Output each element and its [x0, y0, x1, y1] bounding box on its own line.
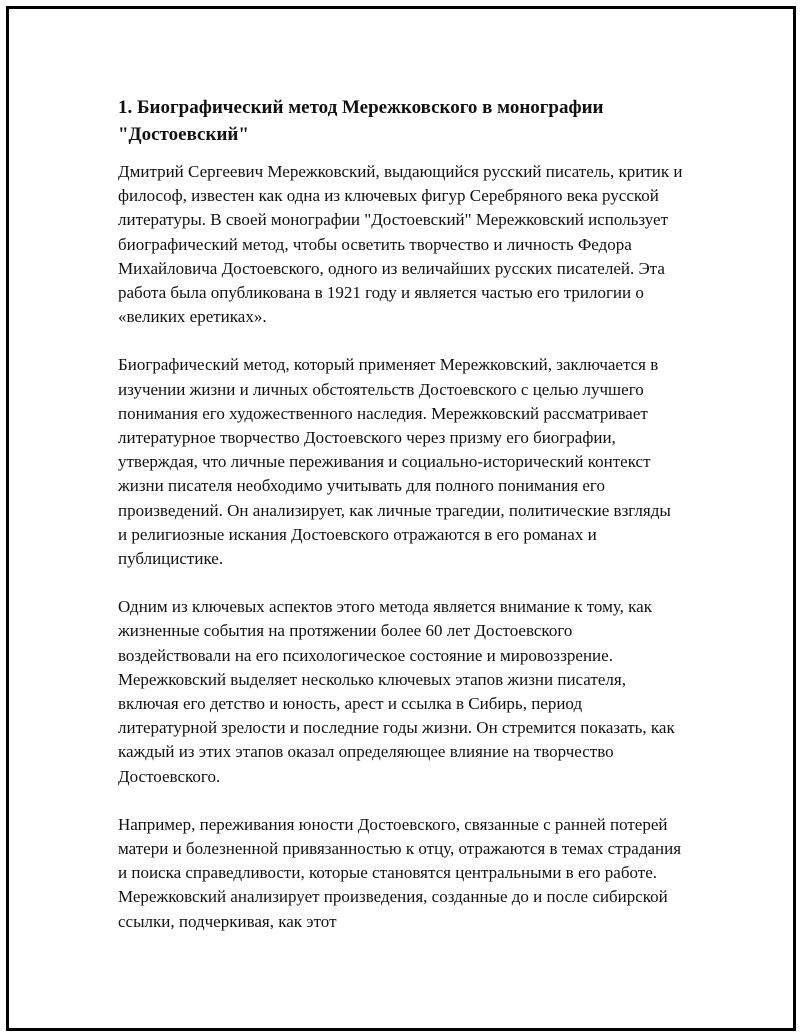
paragraph-4: Например, переживания юности Достоевского, связанные с ранней потерей матери и болезненной привязанностью к отцу, отражаются в темах страдания и поиска справедливости, которые становятся центральными в его работе. Мережковский анализирует произведения, созданные до и после сибирской ссылки, подчеркивая, как этот — [118, 814, 682, 931]
section-heading: 1. Биографический метод Мережковского в монографии "Достоевский" — [118, 97, 604, 145]
paragraph-2: Биографический метод, который применяет Мережковский, заключается в изучении жизни и личных обстоятельств Достоевского с целью лучшего понимания его художественного наследия. Мережковский рассматривает литературное творчество Достоевского через призму его биографии, утверждая, что личные переживания и социально-исторический контекст жизни писателя необходимо учитывать для полного понимания его произведений. Он анализирует, как личные трагедии, политические взгляды и религиозные искания Достоевского отражаются в его романах и публицистике. — [118, 355, 671, 569]
paragraph-3: Одним из ключевых аспектов этого метода является внимание к тому, как жизненные события на протяжении более 60 лет Достоевского воздействовали на его психологическое состояние и мировоззрение. Мережковский выделяет несколько ключевых этапов жизни писателя, включая его детство и юность, арест и ссылка в Сибирь, период литературной зрелости и последние годы жизни. Он стремится показать, как каждый из этих этапов оказал определяющее влияние на творчество Достоевского. — [118, 597, 675, 786]
paragraph-1: Дмитрий Сергеевич Мережковский, выдающийся русский писатель, критик и философ, известен как одна из ключевых фигур Серебряного века русской литературы. В своей монографии "Достоевский" Мережковский использует биографический метод, чтобы осветить творчество и личность Федора Михайловича Достоевского, одного из величайших русских писателей. Эта работа была опубликована в 1921 году и является частью его трилогии о «великих еретиках». — [118, 162, 683, 327]
document-body — [118, 94, 684, 958]
